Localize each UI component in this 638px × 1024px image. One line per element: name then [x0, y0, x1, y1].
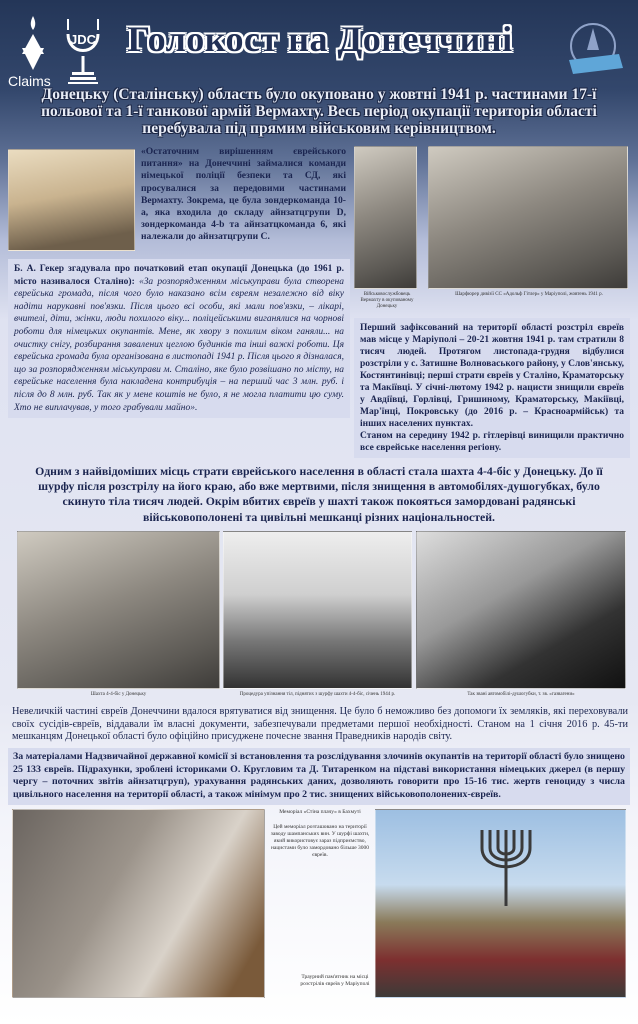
emblem-logo	[565, 20, 625, 80]
header	[0, 0, 638, 142]
testimony-intro: Б. А. Гекер згадувала про початковий етап окупації Донецька (до 1961 р. місто називалося Сталіно):	[14, 264, 344, 287]
occupation-photos	[354, 146, 630, 310]
executions-p2: Станом на середину 1942 р. гітлерівці винищили практично все єврейське населення регіону.	[360, 431, 624, 453]
caption-soldier: Військовослужбовець Вермахту в окупованому Донецьку	[360, 292, 414, 309]
menorah-icon	[476, 828, 536, 908]
caption-gas-van: Так звані автомобілі-душогубки, т. зв. «газвагени»	[467, 691, 575, 697]
victims-statistics: За матеріалами Надзвичайної державної комісії зі встановлення та розслідування злочинів окупантів на території області було знищено 25 133 євреїв. Підрахунки, зроблені істориками О. Кругловим та Д. Титаренком на підставі використання німецьких джерел (в першу чергу – поточних звітів айнзатцгруп), урахування радянських даних, дозволяють говорити про 15-16 тис. жертв геноциду з числа цивільного населення на території області, а також мінімум про 2 тис. знищених військовополонених-євреїв.	[8, 748, 630, 804]
memorial-description: Цей меморіал розташовано на території заводу шампанських вин. У шурфі шахти, який використовує зараз підприємство, нацистами було замордовано більше 3000 євреїв.	[270, 823, 370, 858]
photo-menorah-mariupol	[375, 809, 626, 998]
jdc-logo-text: JDC	[69, 32, 97, 47]
page-title: Голокост на Донеччині	[127, 19, 513, 59]
tanks-figure	[428, 146, 630, 310]
memorials-row	[0, 809, 638, 1002]
photo-mine-4-4-bis	[17, 531, 220, 689]
mine-photos-row	[0, 531, 638, 698]
photo-gas-van	[416, 531, 626, 689]
photo-identification	[223, 531, 412, 689]
righteous-paragraph: Невеличкій частині євреїв Донеччини вдалося врятуватися від знищення. Це було б неможливо без допомоги їх земляків, які переховували своїх сусідів-євреїв, віддавали їм власні документи, забезпечували предметами першої необхідності. Станом на 1 січня 2016 р. 45-ти мешканцям Донецької області було офіційно присуджене почесне звання Праведників народів світу.	[12, 705, 628, 743]
gecker-testimony	[8, 259, 350, 418]
photo-deportation	[8, 149, 135, 251]
mine-figure	[17, 531, 220, 698]
mariupol-caption: Траурний пам'ятник на місці розстрілів євреїв у Маріуполі	[300, 973, 370, 987]
jdc-logo	[60, 16, 106, 84]
executions-text	[354, 318, 630, 458]
victims-statistics-wrap	[0, 748, 638, 804]
executions-p1: Перший зафіксований на території області розстріл євреїв мав місце у Маріуполі – 20-21 жовтня 1941 р. там стратили 8 тисяч людей. Протягом листопада-грудня відбулися розстріли у с. Затишне Волноваського району, у Слов'янську, Костянтинівці; перші страти євреїв у Сталіно, Краматорську та Макіївці. У січні-лютому 1942 р. нацисти знищили євреїв у Авдіївці, Горлівці, Гришиному, Краматорську, Макіївці, Мар'їнці, Покровську (до 2016 р. – Красноармійськ) та інших населених пунктах.	[360, 323, 624, 429]
identification-figure	[223, 531, 412, 698]
lead-paragraph: Донецьку (Сталінську) область було окуповано у жовтні 1941 р. частинами 17-ї польової та 1-ї танкової армій Вермахту. Весь період окупації територія області перебувала під прямим військовим керівництвом.	[41, 86, 597, 137]
photo-tanks-mariupol	[428, 146, 628, 289]
testimony-quote: «За розпорядженням міськуправи була створена єврейська громада, після чого було наказано всім євреям незалежно від віку надіти нарукавні пов'язки. Після цього всі особи, які мали пов'язки, – лікарі, вчителі, діти, жінки, люди похилого віку... поліцейськими виганялися на чорнові роботи для німецьких окупантів. Мене, як хвору з похилим віком ганяли... на очистку снігу, розбирання завалених цеглою будинків та інші важкі роботи. Ця єврейська громада була організована в листопаді 1941 р. Після цього я дізналася, що за розпорядженням міськуправи м. Сталіно, яке було розвішано по місту, на єврейське населення була накладена контрибуція – на перший час 3 млн. руб. і після до 8 млн. руб. Так як у мене коштів не було, я не могла платити цю суму. Хто не виплачував, у того грабували майно».	[14, 276, 345, 413]
caption-identification: Процедура упізнання тіл, піднятих з шурфу шахти 4-4-біс, січень 1944 р.	[239, 691, 396, 697]
memorial-title: Меморіал «Стіна плачу» в Бахмуті	[279, 808, 361, 815]
soldier-figure	[354, 146, 420, 310]
mine-paragraph: Одним з найвідоміших місць страти єврейського населення в області стала шахта 4-4-біс у Донецьку. До її шурфу після розстрілу на його краю, або вже мертвими, після знищення в автомобілях-душогубках, було скинуто тіла тисяч людей. Окрім вбитих євреїв у шахті також покояться замордовані радянські військовополонені та цивільні мешканці різних національностей.	[35, 464, 603, 524]
left-column	[8, 146, 350, 458]
gas-van-figure	[416, 531, 626, 698]
memorial-caption-column	[265, 809, 375, 998]
einsatzgruppen-text: «Остаточним вирішенням єврейського питання» на Донеччині займалися команди німецької поліції безпеки та СД, які просувалися за передовими частинами Вермахту. Зокрема, це була зондеркоманда 10-а, яка входила до складу айнзатцгрупи D, зондеркоманда 4-b та айнзатцкоманда 6, які належали до айнзатцгрупи С.	[141, 146, 346, 243]
caption-mine: Шахта 4-4-біс у Донецьку	[90, 691, 147, 697]
einsatzgruppen-row	[8, 146, 350, 251]
photo-soldier-stalino	[354, 146, 417, 289]
occupation-section	[0, 146, 638, 458]
right-column	[354, 146, 630, 458]
claims-logo-text: Claims	[8, 73, 51, 89]
caption-tanks: Шарфюрер дивізії СС «Адольф Гітлер» у Маріуполі, жовтень 1941 р.	[455, 292, 603, 297]
photo-wall-of-tears	[12, 809, 265, 998]
claims-logo	[8, 14, 58, 89]
